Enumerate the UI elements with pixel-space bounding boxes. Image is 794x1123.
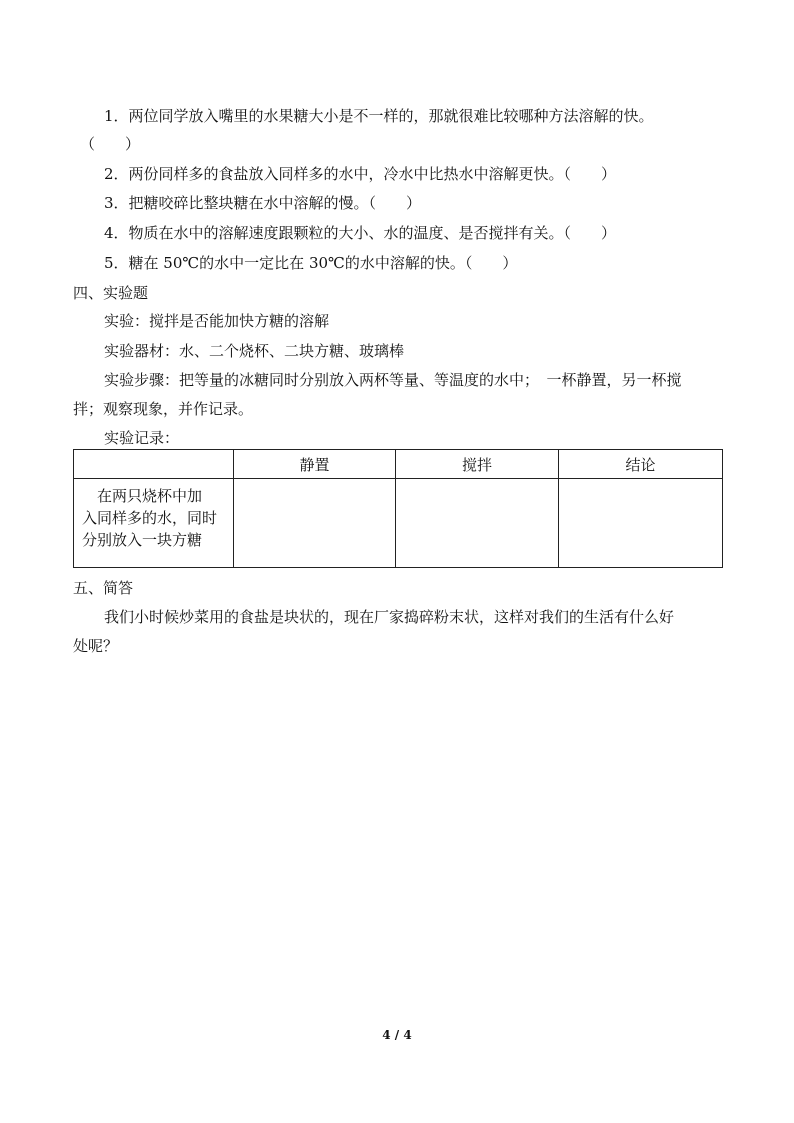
- judgment-item-1: 1．两位同学放入嘴里的水果糖大小是不一样的，那就很难比较哪种方法溶解的快。: [104, 107, 654, 125]
- experiment-heading: 四、实验题: [73, 284, 149, 302]
- judgment-item-3: 3．把糖咬碎比整块糖在水中溶解的慢。（ ）: [104, 194, 422, 212]
- header-cell-stir: 搅拌: [396, 450, 559, 479]
- row-label-line-1: 在两只烧杯中加: [82, 487, 203, 505]
- short-answer-question-line2: 处呢？: [73, 637, 119, 655]
- experiment-record-label: 实验记录：: [104, 429, 180, 447]
- still-answer-cell[interactable]: [234, 479, 396, 568]
- row-label-cell: [74, 479, 234, 568]
- judgment-item-1-bracket: （ ）: [80, 135, 141, 153]
- row-label-line-3: 分别放入一块方糖: [82, 531, 203, 549]
- record-table-header-row: [74, 450, 723, 479]
- short-answer-question-line1: 我们小时候炒菜用的食盐是块状的，现在厂家捣碎粉末状，这样对我们的生活有什么好: [104, 608, 675, 626]
- judgment-item-4: 4．物质在水中的溶解速度跟颗粒的大小、水的温度、是否搅拌有关。（ ）: [104, 224, 617, 242]
- header-cell-still: 静置: [234, 450, 396, 479]
- short-answer-heading: 五、简答: [73, 579, 134, 597]
- header-cell-conclusion: 结论: [559, 450, 723, 479]
- judgment-item-2: 2．两份同样多的食盐放入同样多的水中，冷水中比热水中溶解更快。（ ）: [104, 165, 617, 183]
- experiment-equipment: 实验器材：水、二个烧杯、二块方糖、玻璃棒: [104, 342, 405, 360]
- record-table-row: [74, 479, 723, 568]
- row-label-line-2: 入同样多的水，同时: [82, 509, 218, 527]
- experiment-title: 实验：搅拌是否能加快方糖的溶解: [104, 312, 330, 330]
- header-cell-empty: [74, 450, 234, 479]
- conclusion-answer-cell[interactable]: [559, 479, 723, 568]
- experiment-steps-line1: 实验步骤：把等量的冰糖同时分别放入两杯等量、等温度的水中； 一杯静置，另一杯搅: [104, 371, 682, 389]
- record-table: [73, 449, 723, 568]
- stir-answer-cell[interactable]: [396, 479, 559, 568]
- page-number: 4 / 4: [382, 1028, 412, 1042]
- experiment-steps-line2: 拌；观察现象，并作记录。: [73, 400, 254, 418]
- judgment-item-5: 5．糖在 50℃的水中一定比在 30℃的水中溶解的快。（ ）: [104, 254, 518, 272]
